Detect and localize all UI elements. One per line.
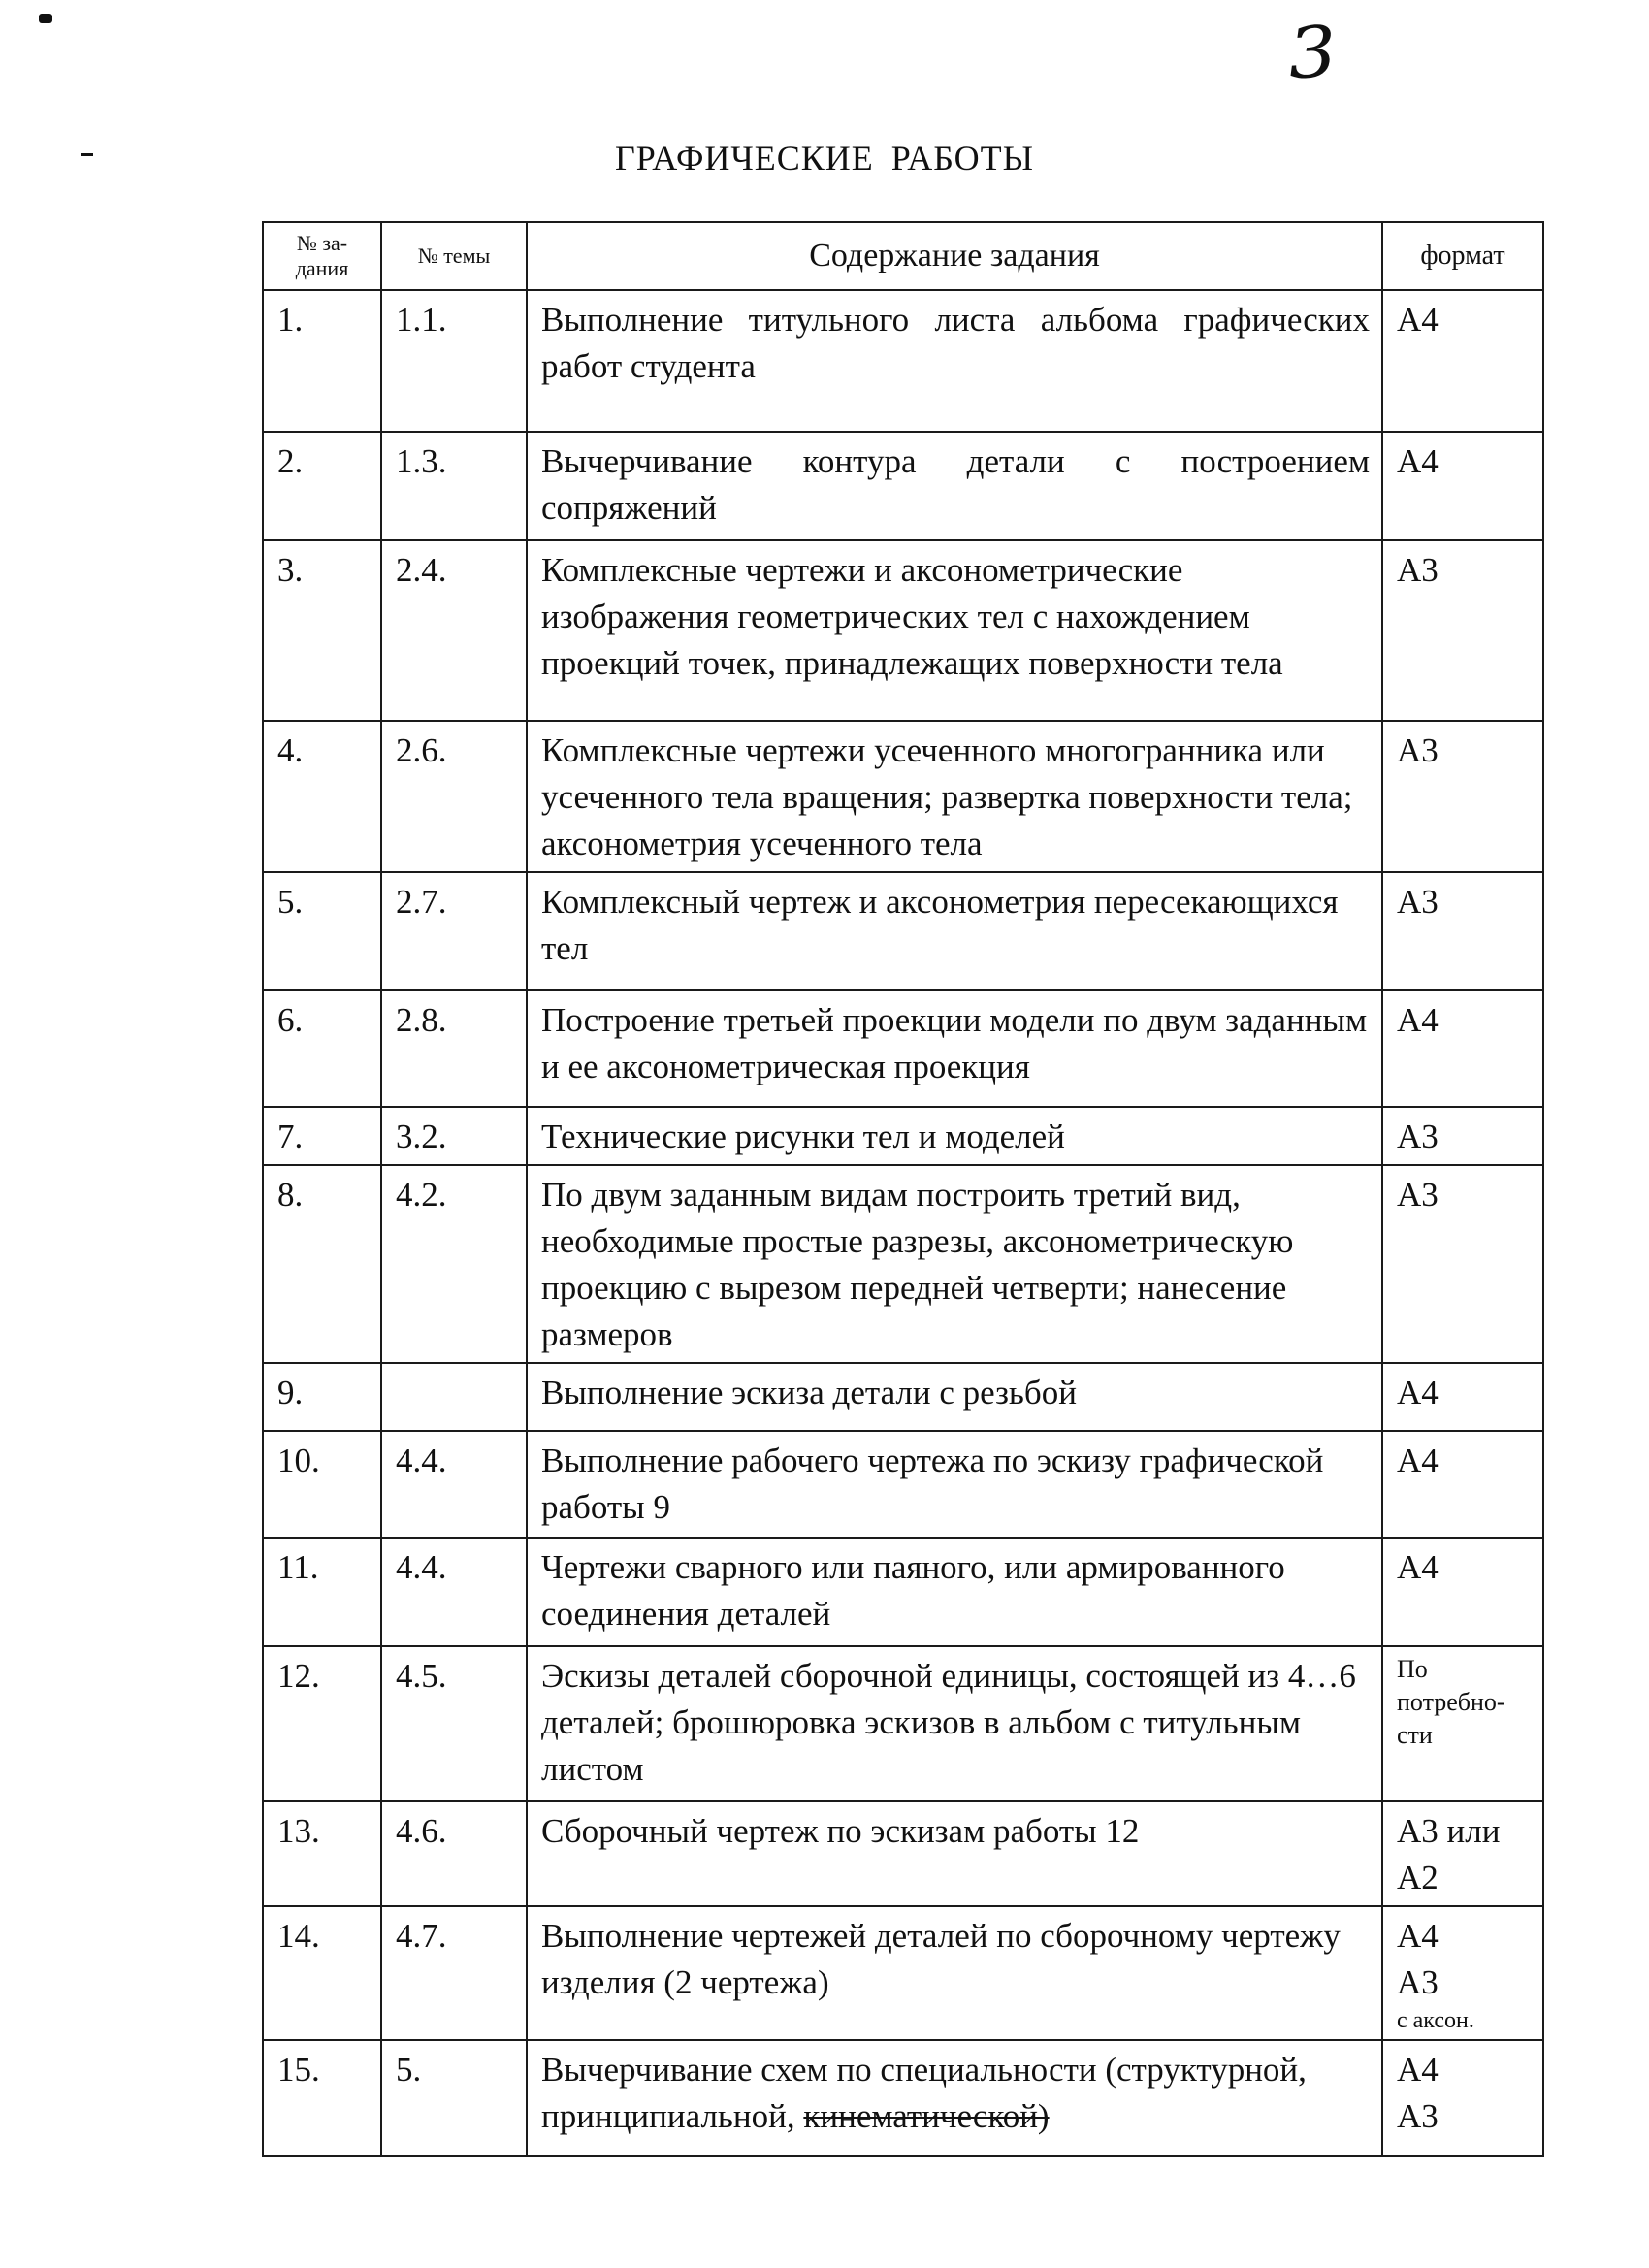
task-number-cell: 9. xyxy=(263,1363,381,1431)
task-content-text: Выполнение эскиза детали с резьбой xyxy=(541,1374,1077,1411)
table-row xyxy=(263,1646,1543,1801)
task-content-text: Технические рисунки тел и моделей xyxy=(541,1118,1065,1155)
topic-number-cell: 2.7. xyxy=(381,872,527,990)
format-cell xyxy=(1382,1431,1543,1538)
task-number-cell: 10. xyxy=(263,1431,381,1538)
format-value: А3 xyxy=(1397,2097,1439,2135)
task-content-cell xyxy=(527,1363,1382,1431)
format-value: А4 xyxy=(1397,1001,1439,1039)
format-cell xyxy=(1382,1646,1543,1801)
task-content-cell xyxy=(527,1646,1382,1801)
topic-number-cell: 4.7. xyxy=(381,1906,527,2040)
graphic-works-table xyxy=(262,221,1544,2157)
table-row xyxy=(263,1165,1543,1363)
format-cell xyxy=(1382,1801,1543,1906)
topic-number-cell: 4.4. xyxy=(381,1538,527,1646)
format-value: А4 xyxy=(1397,1548,1439,1586)
format-value: А3 xyxy=(1397,1963,1439,2001)
format-value: сти xyxy=(1397,1721,1433,1749)
struck-through-text: кинематической) xyxy=(803,2097,1050,2135)
task-content-text: Вычерчивание контура детали с построением сопряжений xyxy=(541,442,1370,527)
task-content-cell xyxy=(527,432,1382,540)
topic-number-cell: 2.6. xyxy=(381,721,527,872)
format-cell xyxy=(1382,1906,1543,2040)
format-value: А4 xyxy=(1397,442,1439,480)
task-number-cell: 1. xyxy=(263,290,381,432)
format-value: А4 xyxy=(1397,301,1439,339)
task-content-cell xyxy=(527,1431,1382,1538)
topic-number-cell: 5. xyxy=(381,2040,527,2156)
format-value: А3 xyxy=(1397,731,1439,769)
topic-number-cell: 4.2. xyxy=(381,1165,527,1363)
topic-number-cell: 4.4. xyxy=(381,1431,527,1538)
task-content-cell xyxy=(527,540,1382,721)
task-content-cell xyxy=(527,1906,1382,2040)
topic-number-cell: 2.4. xyxy=(381,540,527,721)
format-value: А3 xyxy=(1397,1118,1439,1155)
table-row xyxy=(263,990,1543,1107)
format-cell xyxy=(1382,540,1543,721)
task-number-cell: 4. xyxy=(263,721,381,872)
format-cell xyxy=(1382,721,1543,872)
format-value: А3 или xyxy=(1397,1812,1501,1850)
task-content-cell xyxy=(527,990,1382,1107)
format-cell xyxy=(1382,1107,1543,1165)
header-format: формат xyxy=(1382,222,1543,290)
table-header-row xyxy=(263,222,1543,290)
format-cell xyxy=(1382,1363,1543,1431)
format-value: А2 xyxy=(1397,1859,1439,1896)
task-content-text: Построение третьей проекции модели по двум заданным и ее аксонометрическая проекция xyxy=(541,1001,1368,1085)
table-row xyxy=(263,1431,1543,1538)
task-content-text: Выполнение чертежей деталей по сборочному чертежу изделия (2 чертежа) xyxy=(541,1917,1341,2001)
format-cell xyxy=(1382,990,1543,1107)
task-content-cell xyxy=(527,872,1382,990)
table-row xyxy=(263,1107,1543,1165)
table-row xyxy=(263,1538,1543,1646)
table-row xyxy=(263,721,1543,872)
task-content-cell xyxy=(527,1801,1382,1906)
format-cell xyxy=(1382,1165,1543,1363)
format-cell xyxy=(1382,290,1543,432)
task-number-cell: 12. xyxy=(263,1646,381,1801)
topic-number-cell: 2.8. xyxy=(381,990,527,1107)
format-cell xyxy=(1382,872,1543,990)
task-content-text: Вычерчивание схем по специальности (структурной, принципиальной, xyxy=(541,2051,1307,2135)
table-row xyxy=(263,1906,1543,2040)
task-content-cell xyxy=(527,721,1382,872)
format-cell xyxy=(1382,432,1543,540)
header-task-number xyxy=(263,222,381,290)
task-content-text: Эскизы деталей сборочной единицы, состоящей из 4…6 деталей; брошюровка эскизов в альбом с титульным листом xyxy=(541,1657,1356,1788)
format-cell xyxy=(1382,1538,1543,1646)
scan-speck xyxy=(39,14,52,23)
table-row xyxy=(263,290,1543,432)
task-number-cell: 6. xyxy=(263,990,381,1107)
task-number-cell: 11. xyxy=(263,1538,381,1646)
format-value: А3 xyxy=(1397,551,1439,589)
topic-number-cell: 4.6. xyxy=(381,1801,527,1906)
format-value: с аксон. xyxy=(1397,2008,1474,2033)
task-content-text: Сборочный чертеж по эскизам работы 12 xyxy=(541,1812,1140,1850)
task-content-text: Комплексные чертежи усеченного многогранника или усеченного тела вращения; развертка поверхности тела; аксонометрия усеченного тела xyxy=(541,731,1353,862)
table-row xyxy=(263,1363,1543,1431)
task-content-cell xyxy=(527,1107,1382,1165)
header-content: Содержание задания xyxy=(527,222,1382,290)
topic-number-cell: 1.1. xyxy=(381,290,527,432)
header-topic-number: № темы xyxy=(381,222,527,290)
format-value: потребно- xyxy=(1397,1688,1505,1716)
task-content-text: Чертежи сварного или паяного, или армированного соединения деталей xyxy=(541,1548,1285,1633)
task-number-cell: 15. xyxy=(263,2040,381,2156)
header-task-number-label: № за- дания xyxy=(295,231,349,280)
task-content-text: Выполнение титульного листа альбома графических работ студента xyxy=(541,301,1370,385)
task-number-cell: 14. xyxy=(263,1906,381,2040)
handwritten-page-number: 3 xyxy=(1284,10,1341,95)
table-row xyxy=(263,1801,1543,1906)
format-cell xyxy=(1382,2040,1543,2156)
format-value: А4 xyxy=(1397,1374,1439,1411)
task-number-cell: 7. xyxy=(263,1107,381,1165)
format-value: А4 xyxy=(1397,1442,1439,1479)
format-value: А3 xyxy=(1397,883,1439,921)
topic-number-cell xyxy=(381,1363,527,1431)
task-number-cell: 3. xyxy=(263,540,381,721)
task-content-text: Комплексные чертежи и аксонометрические изображения геометрических тел с нахождением проекций точек, принадлежащих поверхности тела xyxy=(541,551,1283,682)
page-title: ГРАФИЧЕСКИЕ РАБОТЫ xyxy=(614,139,1035,178)
task-content-cell xyxy=(527,1538,1382,1646)
task-number-cell: 13. xyxy=(263,1801,381,1906)
topic-number-cell: 4.5. xyxy=(381,1646,527,1801)
task-number-cell: 2. xyxy=(263,432,381,540)
task-content-cell xyxy=(527,290,1382,432)
topic-number-cell: 3.2. xyxy=(381,1107,527,1165)
task-content-text: Выполнение рабочего чертежа по эскизу графической работы 9 xyxy=(541,1442,1324,1526)
format-value: А3 xyxy=(1397,1176,1439,1214)
topic-number-cell: 1.3. xyxy=(381,432,527,540)
table-row xyxy=(263,872,1543,990)
task-content-text: По двум заданным видам построить третий вид, необходимые простые разрезы, аксонометрическую проекцию с вырезом передней четверти; нанесение размеров xyxy=(541,1176,1294,1353)
task-content-cell xyxy=(527,1165,1382,1363)
table-row xyxy=(263,540,1543,721)
format-value: А4 xyxy=(1397,1917,1439,1955)
task-content-text: Комплексный чертеж и аксонометрия пересекающихся тел xyxy=(541,883,1339,967)
format-value: А4 xyxy=(1397,2051,1439,2089)
format-value: По xyxy=(1397,1655,1428,1683)
task-content-cell xyxy=(527,2040,1382,2156)
table-row xyxy=(263,432,1543,540)
task-number-cell: 5. xyxy=(263,872,381,990)
task-number-cell: 8. xyxy=(263,1165,381,1363)
table-row xyxy=(263,2040,1543,2156)
